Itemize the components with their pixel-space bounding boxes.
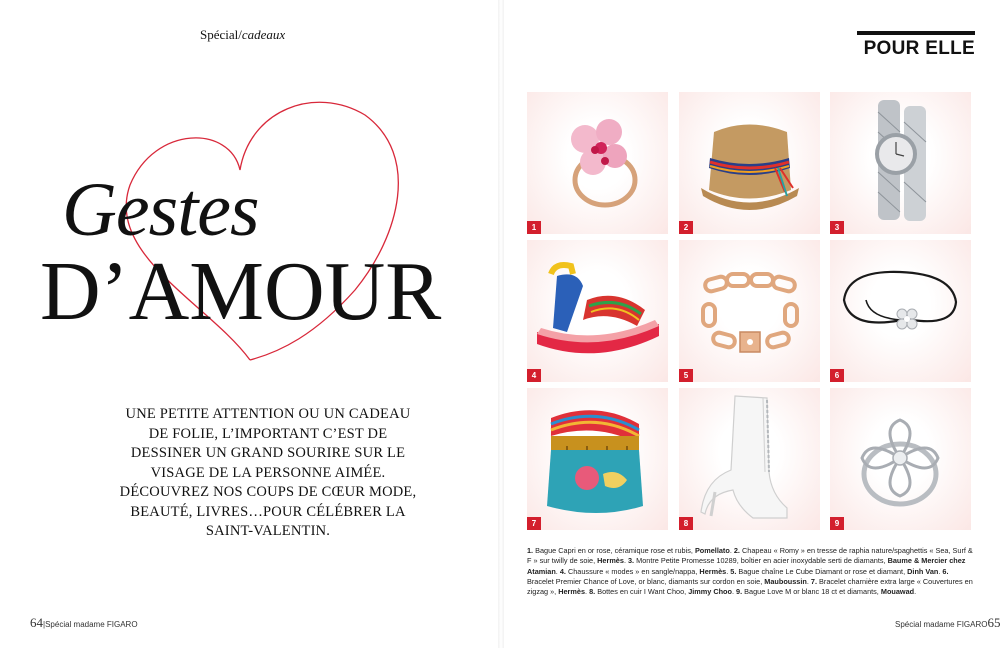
caption-bold-run: Jimmy Choo	[688, 587, 732, 597]
cord-bracelet-icon	[830, 240, 971, 382]
intro-text: UNE PETITE ATTENTION OU UN CADEAU DE FOLIE, L’IMPORTANT C’EST DE DESSINER UN GRAND SOURIRE SUR LE VISAGE DE LA PERSONNE AIMÉE. DÉCOUVREZ NOS COUPS DE CŒUR MODE, BEAUTÉ, LIVRES…POUR CÉLÉBRER LA SAINT-VALENTIN.	[119, 406, 417, 539]
caption-run: Montre Petite Promesse 10289, boîtier en acier inoxydable serti de diamants,	[634, 556, 888, 566]
caption-run: .	[726, 566, 731, 576]
caption-bold-run: Pomellato	[694, 546, 730, 555]
caption-bold-run: Dinh Van	[907, 566, 939, 576]
product-number-badge: 3	[830, 221, 844, 234]
caption-run: Bague Capri en or rose, céramique rose et rubis,	[533, 546, 695, 555]
product-number-badge: 1	[527, 221, 541, 234]
product-number-badge: 6	[830, 369, 844, 382]
caption-bold-run: Mouawad	[880, 587, 915, 597]
caption-run: .	[555, 566, 560, 576]
title-line-2: D’AMOUR	[40, 245, 442, 338]
caption-bold-run: Baume & Mercier chez Atamian	[527, 556, 966, 576]
caption-run: Bracelet charnière extra large « Couvertures en zigzag »,	[527, 576, 973, 597]
product-number-badge: 7	[527, 517, 541, 530]
ring-pink-stones-icon	[527, 92, 668, 234]
folio-right	[895, 615, 1000, 631]
section-label-roman: Spécial/	[200, 27, 242, 42]
caption-run: Bracelet Premier Chance of Love, or blanc, diamants sur cordon en soie,	[527, 576, 765, 586]
caption-run: Bague Love M or blanc 18 ct et diamants,	[742, 587, 881, 597]
section-label-italic: cadeaux	[241, 27, 286, 42]
folio-left	[30, 615, 138, 631]
raffia-hat-icon	[679, 92, 820, 234]
chain-bracelet-icon	[679, 240, 820, 382]
sandal-icon	[527, 240, 668, 382]
pour-elle-tag	[857, 31, 975, 61]
product-number-badge: 5	[679, 369, 693, 382]
product-cell-4	[527, 240, 668, 382]
title-line-1: Gestes	[62, 168, 259, 252]
caption-run: .	[729, 546, 734, 555]
caption-run: .	[938, 566, 943, 576]
caption-bold-run: 1.	[527, 546, 534, 555]
product-cell-3	[830, 92, 971, 234]
caption-bold-run: 5.	[730, 566, 737, 576]
caption-bold-run: 4.	[559, 566, 566, 576]
caption-run: .	[585, 587, 590, 597]
caption-run: Bottes en cuir I Want Choo,	[595, 587, 689, 597]
product-cell-2	[679, 92, 820, 234]
caption-bold-run: 3.	[628, 556, 635, 566]
caption-run: Bague chaîne Le Cube Diamant or rose et diamant,	[736, 566, 908, 576]
caption-bold-run: Mauboussin	[764, 576, 807, 586]
pour-elle-label: POUR ELLE	[863, 38, 975, 59]
product-number-badge: 4	[527, 369, 541, 382]
caption-bold-run: Hermès	[558, 587, 586, 597]
product-cell-9	[830, 388, 971, 530]
caption-bold-run: 6.	[942, 566, 949, 576]
folio-right-brand: Spécial madame FIGARO	[895, 620, 988, 629]
flower-ring-icon	[830, 388, 971, 530]
caption-run: .	[914, 587, 917, 597]
product-cell-1	[527, 92, 668, 234]
caption-bold-run: 9.	[736, 587, 743, 597]
caption-bold-run: 2.	[733, 546, 740, 555]
page-gutter	[498, 0, 504, 648]
folio-right-number: 65	[987, 615, 1000, 630]
caption-run: Chaussure « modes » en sangle/nappa,	[565, 566, 700, 576]
watch-icon	[830, 92, 971, 234]
caption-bold-run: 8.	[589, 587, 596, 597]
product-number-badge: 9	[830, 517, 844, 530]
product-cell-8	[679, 388, 820, 530]
product-cell-6	[830, 240, 971, 382]
white-boot-icon	[679, 388, 820, 530]
folio-left-number: 64	[30, 615, 43, 630]
product-cell-5	[679, 240, 820, 382]
section-label	[200, 27, 285, 43]
cuff-bracelet-icon	[527, 388, 668, 530]
caption-bold-run: Hermès	[699, 566, 727, 576]
folio-left-brand: |Spécial madame FIGARO	[43, 620, 138, 629]
caption-bold-run: Hermès	[597, 556, 624, 566]
product-caption	[527, 546, 973, 597]
caption-run: .	[623, 556, 628, 566]
caption-run: .	[806, 576, 811, 586]
caption-run: .	[731, 587, 737, 597]
caption-bold-run: 7.	[810, 576, 818, 586]
product-cell-7	[527, 388, 668, 530]
product-number-badge: 8	[679, 517, 693, 530]
product-number-badge: 2	[679, 221, 693, 234]
caption-run: Chapeau « Romy » en tresse de raphia nature/spaghettis « Sea, Surf & F » sur twilly de soie,	[527, 546, 973, 566]
